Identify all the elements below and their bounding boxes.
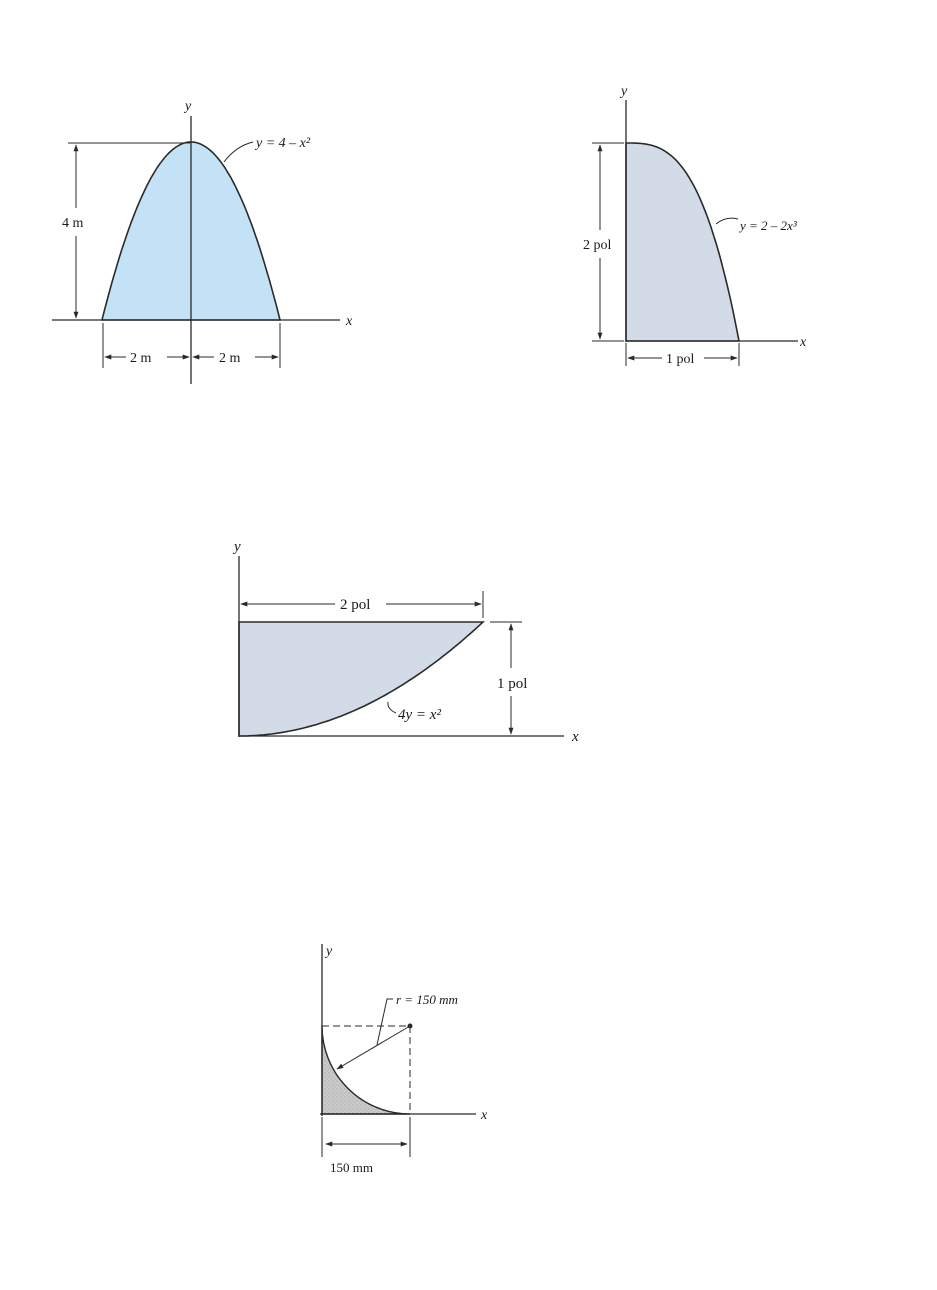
y-axis-label: y <box>326 944 333 959</box>
height-label: 2 pol <box>583 238 612 253</box>
width-label: 150 mm <box>330 1160 373 1175</box>
equation-leader <box>388 702 396 713</box>
radius-arrow <box>337 1026 410 1069</box>
spandrel-shaded-area <box>239 622 483 736</box>
equation-label: y = 2 – 2x³ <box>740 218 797 233</box>
right-width-label: 2 m <box>219 351 241 366</box>
equation-leader <box>716 218 738 224</box>
circular-spandrel-shaded-area <box>322 1026 410 1114</box>
y-axis-label: y <box>185 99 192 114</box>
figure-parabola-area <box>52 99 353 384</box>
y-axis-label: y <box>621 84 628 99</box>
equation-label: 4y = x² <box>398 707 441 723</box>
x-axis-label: x <box>346 314 353 329</box>
left-width-label: 2 m <box>130 351 152 366</box>
y-axis-label: y <box>234 539 241 555</box>
figure-cubic-area <box>583 84 807 367</box>
width-label: 2 pol <box>340 597 371 613</box>
equation-label: y = 4 – x² <box>256 136 311 151</box>
x-axis-label: x <box>481 1108 488 1123</box>
cubic-shaded-area <box>626 143 739 341</box>
height-label: 1 pol <box>497 676 528 692</box>
equation-leader <box>224 142 253 162</box>
x-axis-label: x <box>800 335 807 350</box>
radius-label: r = 150 mm <box>396 992 458 1007</box>
figure-spandrel-area <box>232 539 579 745</box>
x-axis-label: x <box>572 729 579 745</box>
radius-leader <box>377 999 393 1045</box>
figure-circular-spandrel <box>320 944 488 1175</box>
width-label: 1 pol <box>666 352 695 367</box>
height-label: 4 m <box>62 216 84 231</box>
